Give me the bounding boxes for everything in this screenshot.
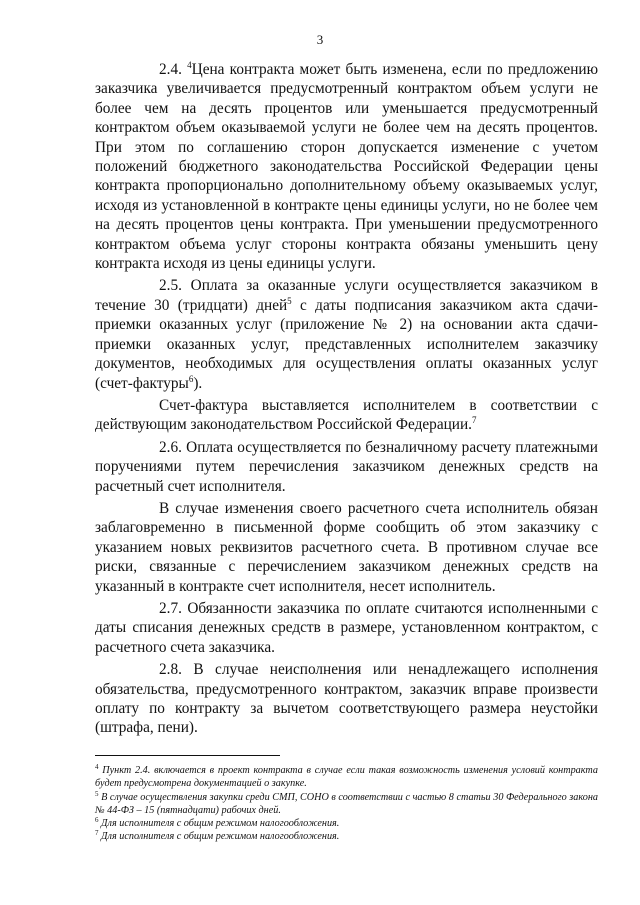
footnote-ref[interactable]: 4 <box>187 60 192 70</box>
paragraph-2-6 <box>95 438 598 496</box>
footnote-mark: 6 <box>95 816 99 825</box>
footnotes <box>95 764 598 844</box>
footnote-text: Для исполнителя с общим режимом налогообложения. <box>98 831 340 843</box>
paragraph-text: 2.7. Обязанности заказчика по оплате считаются исполненными с даты списания денежных средств в размере, установленном контрактом, с расчетного счета заказчика. <box>95 599 598 656</box>
paragraph-account-change <box>95 499 598 596</box>
footnote-text: Пункт 2.4. включается в проект контракта в случае если такая возможность изменения условий контракта будет предусмотрена документацией о закупке. <box>95 765 598 790</box>
footnote-mark: 5 <box>95 789 99 798</box>
paragraph-text: Цена контракта может быть изменена, если по предложению заказчика увеличивается предусмотренный контрактом объем услуги не более чем на десять процентов или уменьшается предусмотренный контрактом объем оказываемой услуги не более чем на десять процентов. При этом по соглашению сторон допускается изменение с учетом положений бюджетного законодательства Российской Федерации цены контракта пропорционально дополнительному объему оказываемых услуг, исходя из установленной в контракте цены единицы услуги, но не более чем на десять процентов цены контракта. При уменьшении предусмотренного контрактом объема услуг стороны контракта обязаны уменьшить цену контракта исходя из цены единицы услуги. <box>95 61 598 273</box>
paragraph-text: В случае изменения своего расчетного счета исполнитель обязан заблаговременно в письменной форме сообщить об этом заказчику с указанием новых реквизитов расчетного счета. В противном случае все риски, связанные с перечислением заказчиком денежных средств на указанный в контракте счет исполнителя, несет исполнитель. <box>95 499 598 595</box>
footnote-text: В случае осуществления закупки среди СМП, СОНО в соответствии с частью 8 статьи 30 Федерального закона № 44-ФЗ – 15 (пятнадцати) рабочих дней. <box>95 791 598 816</box>
page-number: 3 <box>316 32 324 47</box>
paragraph-2-4 <box>95 60 598 273</box>
footnote-ref[interactable]: 6 <box>188 373 194 384</box>
paragraph-text: 2.8. В случае неисполнения или ненадлежащего исполнения обязательства, предусмотренного контрактом, заказчик вправе произвести оплату по контракту за вычетом соответствующего размера неустойки (штрафа, пени). <box>95 661 598 737</box>
paragraph-2-8 <box>95 660 598 738</box>
body-text <box>95 60 598 741</box>
footnote-text: Для исполнителя с общим режимом налогообложения. <box>98 818 340 830</box>
footnote-4 <box>95 764 598 791</box>
paragraph-text: Счет-фактура выставляется исполнителем в соответствии с действующим законодательством Российской Федерации. <box>95 396 598 434</box>
footnote-mark: 4 <box>95 763 99 771</box>
paragraph-text: 2.5. Оплата за оказанные услуги осуществляется заказчиком в течение 30 (тридцати) дней <box>95 277 598 314</box>
footnote-6 <box>95 817 598 830</box>
footnote-mark: 7 <box>95 829 99 838</box>
paragraph-2-7 <box>95 599 598 657</box>
paragraph-number: 2.4. <box>159 61 182 78</box>
paragraph-text: с даты подписания заказчиком акта сдачи-приемки оказанных услуг (приложение № 2) на основании акта сдачи-приемки оказанных услуг, представленных исполнителем заказчику документов, необходимых для осуществления оплаты оказанных услуг (счет-фактуры <box>95 296 598 392</box>
paragraph-text: 2.6. Оплата осуществляется по безналичному расчету платежными поручениями путем перечисления заказчиком денежных средств на расчетный счет исполнителя. <box>95 438 598 495</box>
footnote-5 <box>95 791 598 818</box>
footnote-7 <box>95 830 598 843</box>
paragraph-2-5 <box>95 276 598 392</box>
paragraph-text: ). <box>193 374 203 392</box>
footnote-ref[interactable]: 7 <box>472 415 477 426</box>
footnote-ref[interactable]: 5 <box>287 295 292 306</box>
paragraph-invoice <box>95 396 598 435</box>
footnote-separator <box>95 755 280 756</box>
